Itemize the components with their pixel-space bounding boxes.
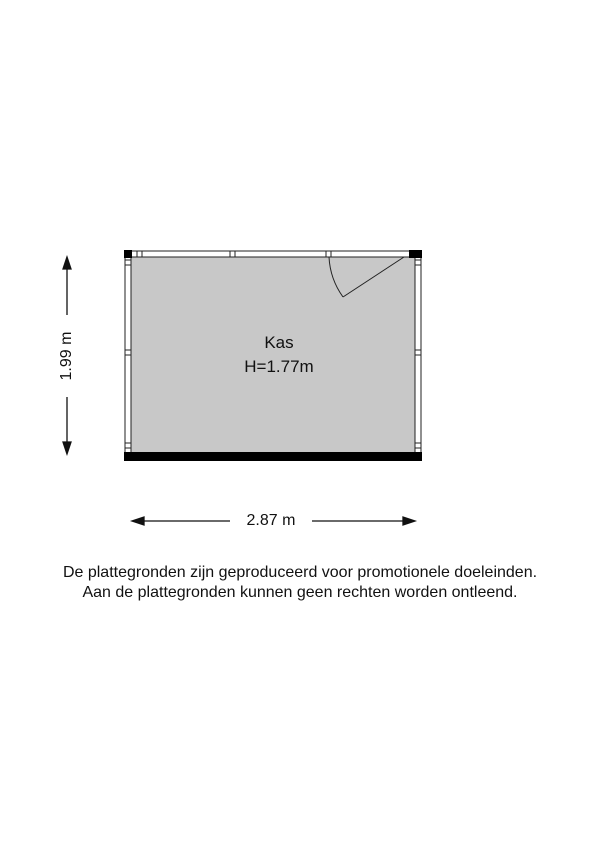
room-height: H=1.77m: [244, 357, 314, 376]
disclaimer: [0, 563, 600, 603]
disclaimer-line-2: Aan de plattegronden kunnen geen rechten worden ontleend.: [82, 584, 518, 601]
bottom-wall: [124, 452, 422, 461]
height-dimension-label: 1.99 m: [57, 315, 77, 397]
room-name: Kas: [264, 333, 294, 352]
width-dimension-label: 2.87 m: [230, 511, 312, 531]
disclaimer-line-1: De plattegronden zijn geproduceerd voor promotionele doeleinden.: [62, 564, 538, 581]
room-floor: [131, 257, 415, 454]
